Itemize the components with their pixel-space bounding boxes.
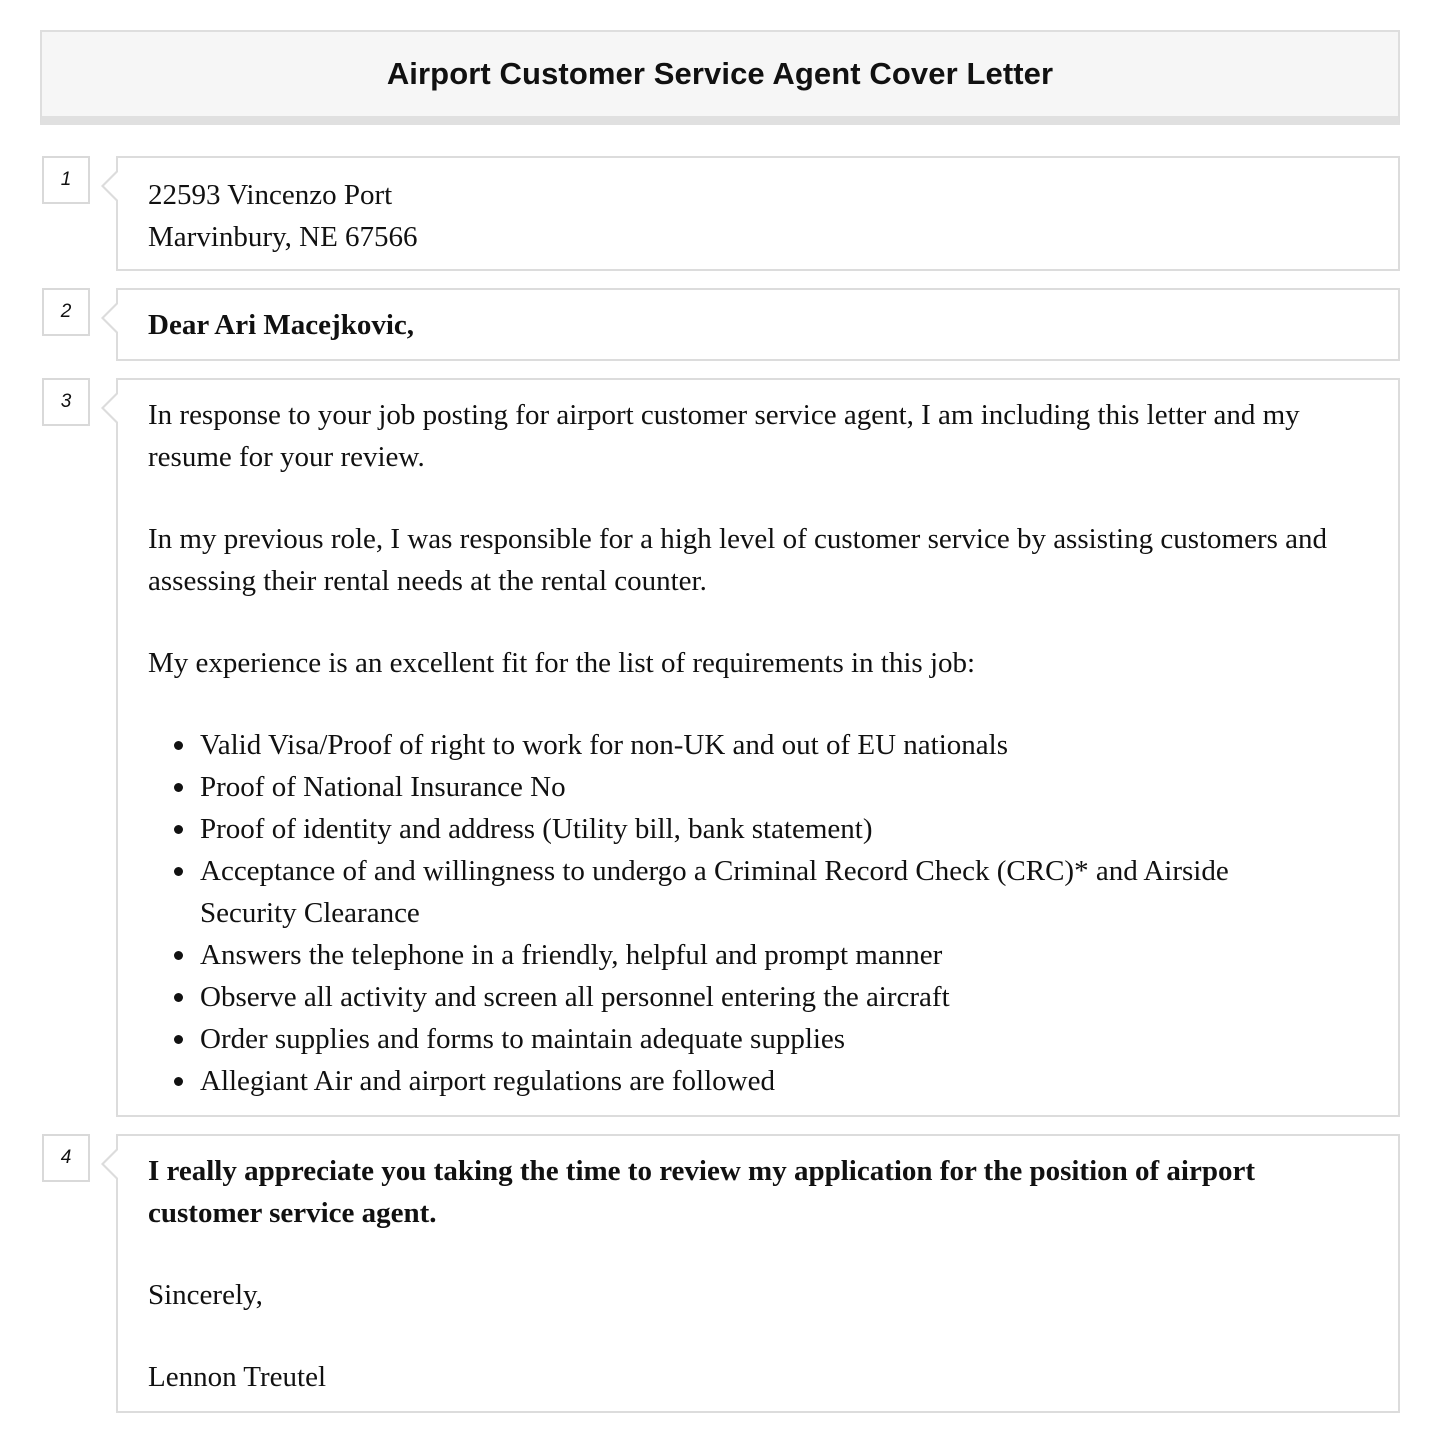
address-card	[116, 156, 1400, 271]
requirements-intro: My experience is an excellent fit for the list of requirements in this job:	[148, 647, 976, 679]
greeting-card	[116, 288, 1400, 361]
experience-paragraph: In my previous role, I was responsible for a high level of customer service by assisting customers and assessing their rental needs at the rental counter.	[148, 523, 1328, 597]
closing-statement: I really appreciate you taking the time to review my application for the position of airport customer service agent.	[148, 1155, 1256, 1229]
sign-off: Sincerely,	[148, 1279, 263, 1311]
section-number: 4	[42, 1134, 90, 1182]
section-number: 3	[42, 378, 90, 426]
list-item: Proof of identity and address (Utility bill, bank statement)	[148, 808, 1368, 850]
requirements-list	[148, 724, 1368, 1102]
greeting: Dear Ari Macejkovic,	[148, 309, 415, 341]
document-title: Airport Customer Service Agent Cover Letter	[386, 56, 1054, 91]
section-number: 2	[42, 288, 90, 336]
address-line-1: 22593 Vincenzo Port	[148, 179, 393, 211]
address-line-2: Marvinbury, NE 67566	[148, 221, 418, 253]
list-item: Proof of National Insurance No	[148, 766, 1368, 808]
intro-paragraph: In response to your job posting for airport customer service agent, I am including this letter and my resume for your review.	[148, 399, 1300, 473]
closing-card	[116, 1134, 1400, 1413]
list-item: Acceptance of and willingness to undergo a Criminal Record Check (CRC)* and Airside Security Clearance	[148, 850, 1368, 934]
list-item: Valid Visa/Proof of right to work for non-UK and out of EU nationals	[148, 724, 1368, 766]
list-item: Answers the telephone in a friendly, helpful and prompt manner	[148, 934, 1368, 976]
list-item: Observe all activity and screen all personnel entering the aircraft	[148, 976, 1368, 1018]
section-number: 1	[42, 156, 90, 204]
list-item: Order supplies and forms to maintain adequate supplies	[148, 1018, 1368, 1060]
body-card	[116, 378, 1400, 1117]
document-header	[40, 30, 1400, 125]
list-item: Allegiant Air and airport regulations are followed	[148, 1060, 1368, 1102]
signature-name: Lennon Treutel	[148, 1361, 327, 1393]
